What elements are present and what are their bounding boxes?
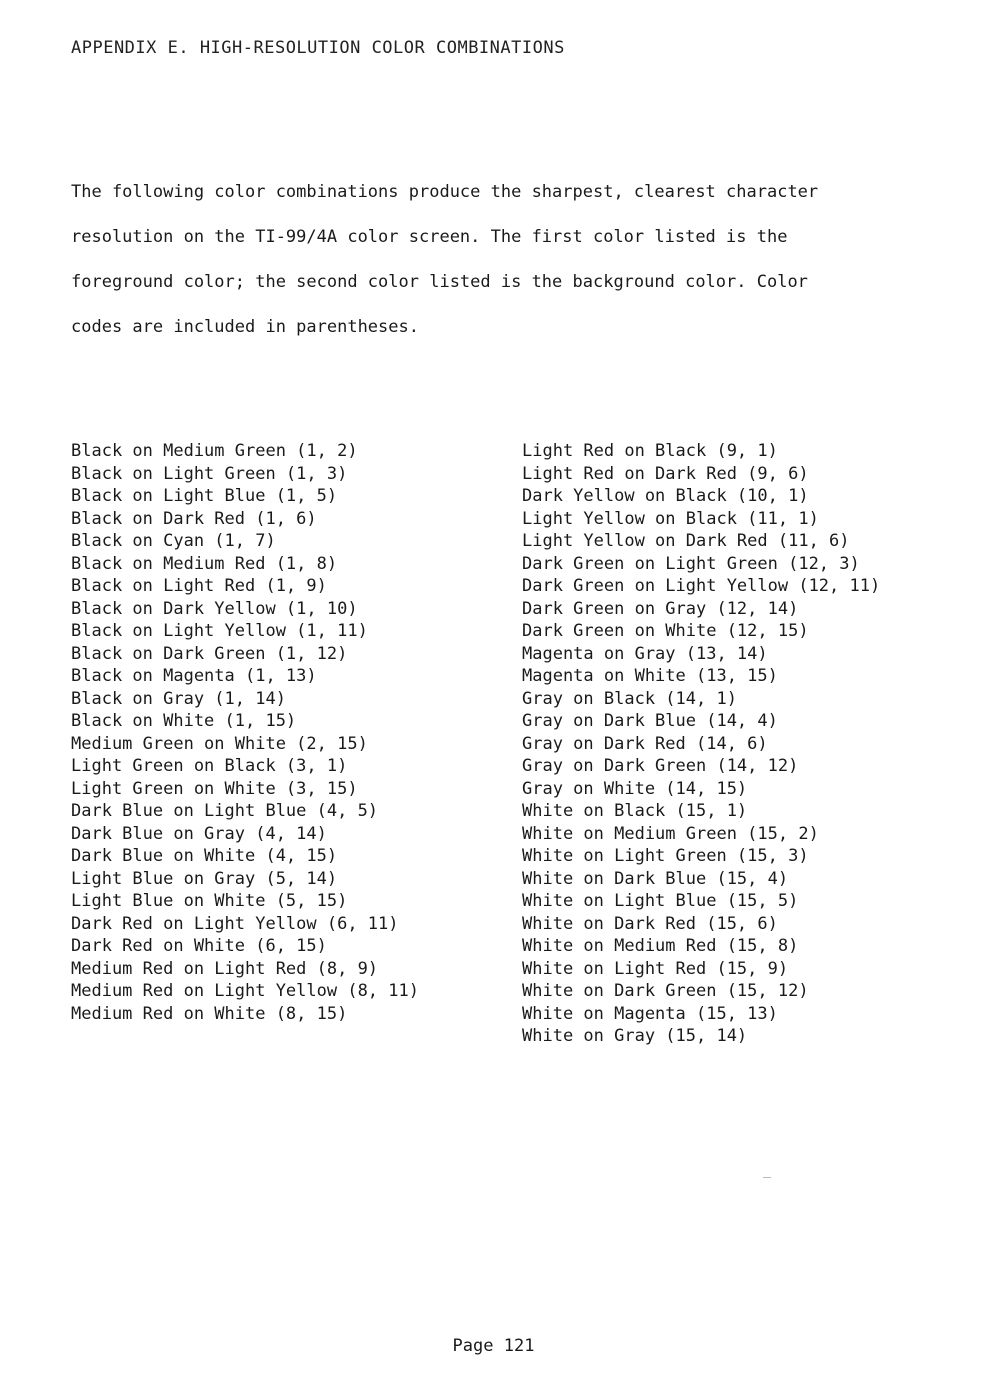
- color-combination-item: Black on Light Yellow (1, 11): [71, 621, 368, 641]
- intro-line: foreground color; the second color listed is the background color. Color: [71, 272, 808, 292]
- color-combination-item: Light Blue on Gray (5, 14): [71, 868, 338, 889]
- color-combination-item: Black on White (1, 15): [71, 711, 297, 731]
- color-combination-item: Medium Red on Light Red (8, 9): [71, 958, 379, 979]
- color-combination-item: Black on Dark Red (1, 6): [71, 508, 317, 529]
- color-combination-item: Light Green on White (3, 15): [71, 778, 358, 799]
- color-combination-item: Magenta on White (13, 15): [522, 666, 778, 686]
- color-combination-item: Black on Magenta (1, 13): [71, 666, 317, 686]
- color-combination-item: Gray on Dark Red (14, 6): [522, 733, 768, 754]
- color-combination-item: Dark Red on Light Yellow (6, 11): [71, 913, 399, 934]
- color-combination-item: White on Medium Red (15, 8): [522, 936, 799, 956]
- color-combination-item: White on Light Red (15, 9): [522, 958, 789, 979]
- color-combination-item: Magenta on Gray (13, 14): [522, 643, 768, 664]
- color-combination-item: Black on Gray (1, 14): [71, 688, 286, 709]
- color-combination-item: Dark Green on Light Green (12, 3): [522, 553, 860, 574]
- color-combination-item: Black on Cyan (1, 7): [71, 531, 276, 551]
- color-combination-item: Gray on Black (14, 1): [522, 688, 737, 709]
- color-combination-item: White on Light Green (15, 3): [522, 846, 809, 866]
- page-number: Page 121: [452, 1336, 535, 1356]
- color-combination-item: White on Magenta (15, 13): [522, 1003, 778, 1024]
- color-combination-item: White on Dark Red (15, 6): [522, 913, 778, 934]
- intro-line: resolution on the TI-99/4A color screen. The first color listed is the: [71, 227, 788, 247]
- color-combination-item: Gray on White (14, 15): [522, 778, 748, 799]
- color-combination-item: Light Green on Black (3, 1): [71, 756, 348, 776]
- color-combination-item: Dark Yellow on Black (10, 1): [522, 486, 809, 506]
- color-combination-item: Medium Red on White (8, 15): [71, 1003, 348, 1024]
- scan-speck: [763, 1177, 771, 1178]
- color-combination-item: White on Dark Green (15, 12): [522, 981, 809, 1001]
- color-combination-item: Medium Red on Light Yellow (8, 11): [71, 981, 419, 1001]
- color-combination-item: Black on Light Red (1, 9): [71, 576, 327, 596]
- intro-paragraph: [71, 170, 921, 350]
- color-combination-item: Dark Blue on Gray (4, 14): [71, 823, 327, 844]
- color-combination-item: Medium Green on White (2, 15): [71, 733, 368, 754]
- intro-line: The following color combinations produce the sharpest, clearest character: [71, 182, 819, 202]
- intro-line: codes are included in parentheses.: [71, 317, 419, 337]
- color-combination-item: Black on Dark Yellow (1, 10): [71, 598, 358, 619]
- color-combination-item: Black on Medium Green (1, 2): [71, 441, 358, 461]
- color-combination-item: Gray on Dark Blue (14, 4): [522, 711, 778, 731]
- color-combination-item: White on Black (15, 1): [522, 801, 748, 821]
- color-combinations-right-column: [522, 440, 880, 1048]
- color-combination-item: Light Red on Black (9, 1): [522, 441, 778, 461]
- color-combination-item: White on Dark Blue (15, 4): [522, 868, 789, 889]
- color-combination-item: Black on Light Green (1, 3): [71, 463, 348, 484]
- color-combination-item: Dark Red on White (6, 15): [71, 936, 327, 956]
- color-combination-item: Dark Blue on White (4, 15): [71, 846, 338, 866]
- color-combination-item: Dark Blue on Light Blue (4, 5): [71, 801, 379, 821]
- color-combination-item: Black on Dark Green (1, 12): [71, 643, 348, 664]
- color-combination-item: Light Red on Dark Red (9, 6): [522, 463, 809, 484]
- color-combination-item: White on Medium Green (15, 2): [522, 823, 819, 844]
- color-combination-item: Dark Green on White (12, 15): [522, 621, 809, 641]
- color-combination-item: Black on Light Blue (1, 5): [71, 486, 338, 506]
- color-combination-item: Dark Green on Light Yellow (12, 11): [522, 576, 881, 596]
- appendix-heading: APPENDIX E. HIGH-RESOLUTION COLOR COMBINATIONS: [71, 38, 565, 58]
- color-combinations-left-column: [71, 440, 419, 1025]
- color-combination-item: Light Yellow on Black (11, 1): [522, 508, 819, 529]
- color-combination-item: White on Light Blue (15, 5): [522, 891, 799, 911]
- color-combination-item: Light Blue on White (5, 15): [71, 891, 348, 911]
- color-combination-item: White on Gray (15, 14): [522, 1026, 748, 1046]
- color-combination-item: Black on Medium Red (1, 8): [71, 553, 338, 574]
- color-combination-item: Dark Green on Gray (12, 14): [522, 598, 799, 619]
- color-combination-item: Light Yellow on Dark Red (11, 6): [522, 531, 850, 551]
- color-combination-item: Gray on Dark Green (14, 12): [522, 756, 799, 776]
